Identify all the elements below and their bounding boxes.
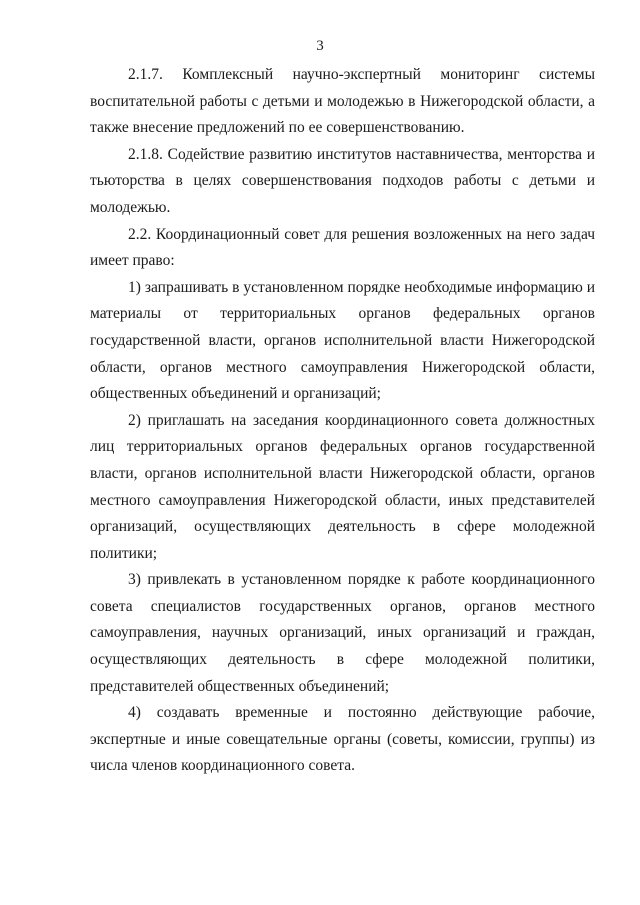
document-body	[90, 62, 595, 780]
paragraph-item-4: 4) создавать временные и постоянно действующие рабочие, экспертные и иные совещательные органы (советы, комиссии, группы) из числа членов координационного совета.	[90, 704, 595, 775]
paragraph-item-1: 1) запрашивать в установленном порядке необходимые информацию и материалы от территориальных органов федеральных органов государственной власти, органов исполнительной власти Нижегородской области, органов местного самоуправления Нижегородской области, общественных объединений и организаций;	[90, 278, 595, 403]
paragraph-item-2: 2) приглашать на заседания координационного совета должностных лиц территориальных органов федеральных органов государственной власти, органов исполнительной власти Нижегородской области, органов местного самоуправления Нижегородской области, иных представителей организаций, осуществляющих деятельность в сфере молодежной политики;	[90, 411, 595, 562]
paragraph-item-3: 3) привлекать в установленном порядке к работе координационного совета специалистов государственных органов, органов местного самоуправления, научных организаций, иных организаций и граждан, осуществляющих деятельность в сфере молодежной политики, представителей общественных объединений;	[90, 571, 595, 695]
paragraph-2-1-8: 2.1.8. Содействие развитию институтов наставничества, менторства и тьюторства в целях совершенствования подходов работы с детьми и молодежью.	[90, 145, 595, 216]
paragraph-2-1-7: 2.1.7. Комплексный научно-экспертный мониторинг системы воспитательной работы с детьми и молодежью в Нижегородской области, а также внесение предложений по ее совершенствованию.	[90, 66, 595, 137]
paragraph-2-2: 2.2. Координационный совет для решения возложенных на него задач имеет право:	[90, 225, 595, 270]
page-number: 3	[316, 38, 324, 54]
